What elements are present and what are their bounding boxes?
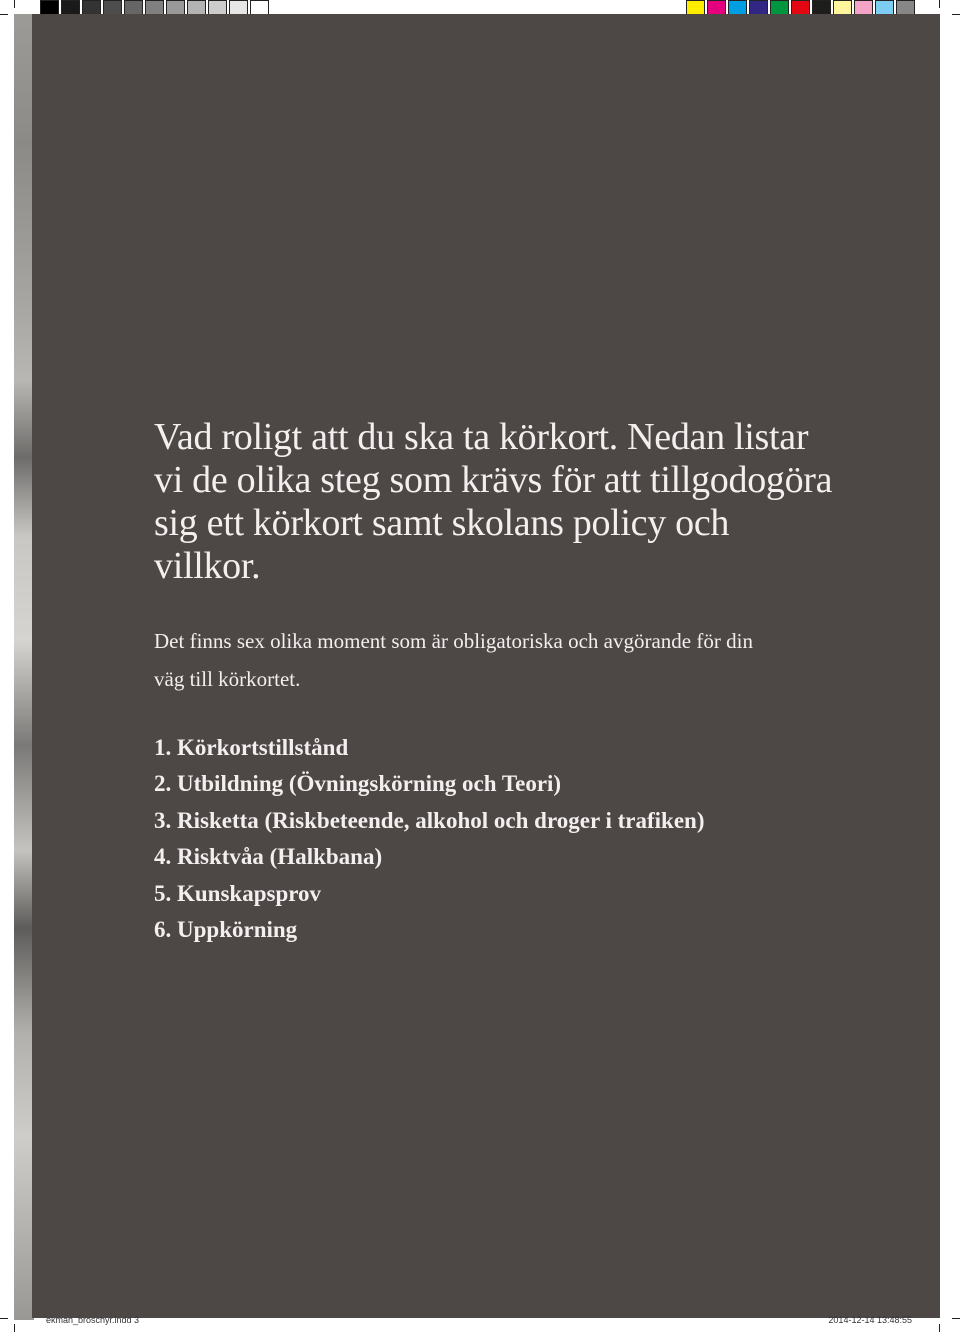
intro-heading: Vad roligt att du ska ta körkort. Nedan listar vi de olika steg som krävs för att tillgodogöra sig ett körkort samt skolans policy och villkor. xyxy=(154,416,833,587)
background-photo-edge xyxy=(14,14,34,1320)
crop-mark xyxy=(952,14,960,15)
slug-filename: ekman_broschyr.indd 3 xyxy=(46,1315,140,1325)
list-item: 3. Risketta (Riskbeteende, alkohol och droger i trafiken) xyxy=(154,807,705,833)
steps-list xyxy=(154,730,874,948)
list-item: 1. Körkortstillstånd xyxy=(154,735,349,760)
slug-timestamp: 2014-12-14 13:48:55 xyxy=(828,1315,912,1325)
crop-mark xyxy=(952,1318,960,1319)
body-paragraph: Det finns sex olika moment som är obligatoriska och avgörande för din väg till körkortet. xyxy=(154,629,753,691)
crop-mark xyxy=(14,0,15,8)
list-item: 6. Uppkörning xyxy=(154,917,298,943)
crop-mark xyxy=(0,14,8,15)
crop-mark xyxy=(14,1324,15,1332)
crop-mark xyxy=(0,1318,8,1319)
list-item: 2. Utbildning (Övningskörning och Teori) xyxy=(154,771,562,797)
content-panel xyxy=(32,14,940,1318)
crop-mark xyxy=(939,1324,940,1332)
crop-mark xyxy=(939,0,940,8)
list-item: 4. Risktvåa (Halkbana) xyxy=(154,844,383,870)
list-item: 5. Kunskapsprov xyxy=(154,880,322,906)
